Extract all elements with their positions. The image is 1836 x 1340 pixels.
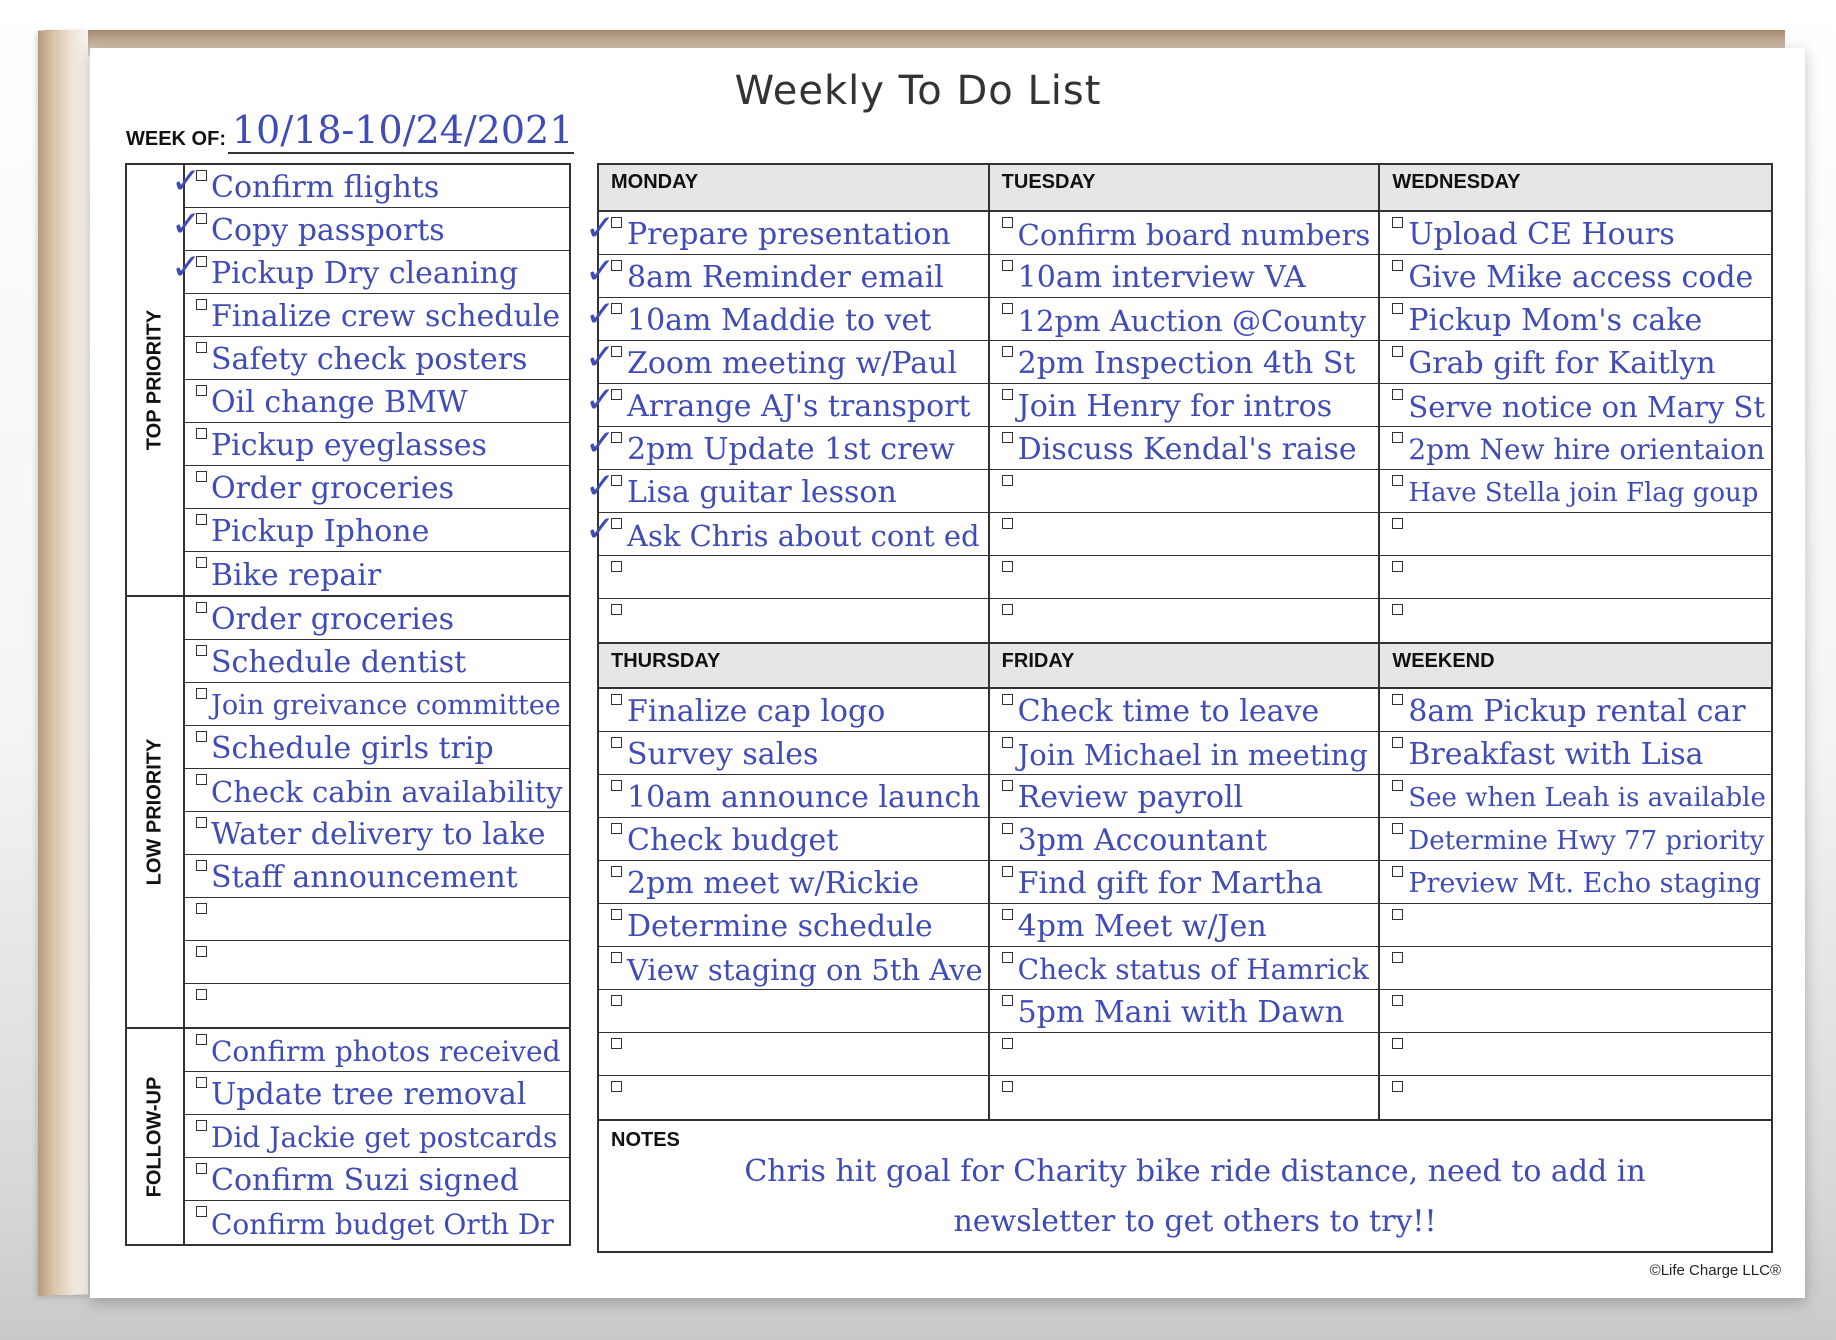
task-checkbox[interactable] [196, 1034, 207, 1045]
top-priority-task-row[interactable] [185, 294, 569, 337]
task-text[interactable]: Confirm board numbers [1017, 218, 1371, 252]
wednesday-task-row[interactable] [1380, 384, 1771, 427]
weekend-rows [1380, 689, 1771, 1119]
top-priority-task-row[interactable] [185, 509, 569, 552]
friday-task-row[interactable] [990, 732, 1379, 775]
checkmark-icon: ✓ [171, 203, 202, 244]
task-text[interactable]: Ask Chris about cont ed [627, 519, 980, 553]
task-text[interactable]: 5pm Mani with Dawn [1017, 995, 1345, 1030]
week-of-label: WEEK OF: [126, 128, 226, 150]
task-checkbox[interactable] [1392, 909, 1403, 920]
top-priority-task-row[interactable] [185, 423, 569, 466]
friday-task-row[interactable] [990, 775, 1379, 818]
wednesday-header: WEDNESDAY [1380, 165, 1771, 212]
task-text[interactable]: 10am announce launch [627, 780, 981, 815]
monday-rows [585, 207, 988, 642]
task-checkbox[interactable] [196, 817, 207, 828]
weekend-task-row[interactable] [1380, 947, 1771, 990]
thursday-header: THURSDAY [599, 642, 988, 689]
week-grid [585, 163, 1773, 1253]
notes-section [599, 1119, 1771, 1251]
top-priority-task-row[interactable] [185, 380, 569, 423]
friday-task-row[interactable] [990, 1033, 1379, 1076]
task-text[interactable]: Zoom meeting w/Paul [627, 346, 958, 381]
tuesday-task-row[interactable] [990, 513, 1379, 556]
task-text[interactable]: Check budget [627, 823, 839, 858]
task-text[interactable]: Pickup Dry cleaning [211, 256, 519, 291]
thursday-task-row[interactable] [599, 990, 988, 1033]
tuesday-task-row[interactable] [990, 212, 1379, 255]
task-checkbox[interactable] [196, 385, 207, 396]
friday-rows [990, 689, 1379, 1119]
task-checkbox[interactable] [196, 860, 207, 871]
task-checkbox[interactable] [1002, 260, 1013, 271]
thursday-task-row[interactable] [599, 1076, 988, 1119]
task-checkbox[interactable] [1392, 432, 1403, 443]
task-text[interactable]: Join Michael in meeting [1017, 738, 1368, 772]
task-text[interactable]: 4pm Meet w/Jen [1017, 909, 1267, 944]
follow-up-label: FOLLOW-UP [143, 1076, 166, 1197]
monday-task-row[interactable] [585, 250, 988, 298]
thursday-task-row[interactable] [599, 818, 988, 861]
task-text[interactable]: Confirm photos received [211, 1035, 561, 1068]
task-checkbox[interactable] [196, 602, 207, 613]
task-checkbox[interactable] [196, 1163, 207, 1174]
tuesday-task-row[interactable] [990, 255, 1379, 298]
task-text[interactable]: Lisa guitar lesson [627, 475, 897, 510]
monday-task-row[interactable] [585, 293, 988, 341]
task-checkbox[interactable] [1002, 303, 1013, 314]
notes-label: NOTES [611, 1129, 680, 1151]
task-text[interactable]: Give Mike access code [1408, 260, 1754, 295]
weekend-task-row[interactable] [1380, 861, 1771, 904]
task-text[interactable]: Pickup Iphone [211, 514, 430, 549]
task-text[interactable]: 2pm Inspection 4th St [1017, 346, 1356, 381]
monday-task-row[interactable] [585, 508, 988, 556]
task-checkbox[interactable] [611, 952, 622, 963]
follow-up-label-cell [127, 1029, 185, 1244]
weekend-task-row[interactable] [1380, 732, 1771, 775]
wednesday-task-row[interactable] [1380, 599, 1771, 642]
task-text[interactable]: Safety check posters [211, 342, 528, 377]
friday-task-row[interactable] [990, 947, 1379, 990]
task-checkbox[interactable] [1002, 604, 1013, 615]
low-priority-task-row[interactable] [185, 941, 569, 984]
task-checkbox[interactable] [196, 946, 207, 957]
task-checkbox[interactable] [1002, 561, 1013, 572]
wednesday-task-row[interactable] [1380, 556, 1771, 599]
task-text[interactable]: Order groceries [211, 471, 455, 506]
weekend-column [1380, 642, 1771, 1119]
task-checkbox[interactable] [611, 823, 622, 834]
task-checkbox[interactable] [1392, 823, 1403, 834]
task-text[interactable]: Finalize crew schedule [211, 299, 561, 334]
task-checkbox[interactable] [1002, 475, 1013, 486]
task-checkbox[interactable] [611, 604, 622, 615]
task-text[interactable]: Upload CE Hours [1408, 217, 1675, 252]
task-checkbox[interactable] [1002, 866, 1013, 877]
checkmark-icon: ✓ [585, 465, 616, 506]
task-text[interactable]: Arrange AJ's transport [627, 389, 971, 424]
copyright-text: ©Life Charge LLC® [1649, 1262, 1781, 1279]
task-text[interactable]: Schedule girls trip [211, 731, 494, 766]
task-text[interactable]: Water delivery to lake [211, 817, 546, 852]
task-text[interactable]: Prepare presentation [627, 217, 951, 252]
task-text[interactable]: 12pm Auction @County [1017, 304, 1367, 338]
weekend-header: WEEKEND [1380, 642, 1771, 689]
task-checkbox[interactable] [196, 1120, 207, 1131]
checkmark-icon: ✓ [585, 250, 616, 291]
task-text[interactable]: Grab gift for Kaitlyn [1408, 346, 1716, 381]
low-priority-task-row[interactable] [185, 898, 569, 941]
task-checkbox[interactable] [611, 866, 622, 877]
task-checkbox[interactable] [196, 688, 207, 699]
checkmark-icon: ✓ [171, 246, 202, 287]
friday-task-row[interactable] [990, 861, 1379, 904]
top-priority-task-row[interactable] [171, 160, 569, 208]
monday-task-row[interactable] [585, 207, 988, 255]
task-text[interactable]: Copy passports [211, 213, 445, 248]
task-text[interactable]: View staging on 5th Ave [627, 953, 983, 987]
task-checkbox[interactable] [1392, 389, 1403, 400]
page-title: Weekly To Do List [734, 68, 1102, 114]
task-checkbox[interactable] [1392, 866, 1403, 877]
task-checkbox[interactable] [611, 694, 622, 705]
task-checkbox[interactable] [1002, 823, 1013, 834]
low-priority-task-row[interactable] [185, 726, 569, 769]
friday-task-row[interactable] [990, 818, 1379, 861]
task-text[interactable]: Finalize cap logo [627, 694, 886, 729]
checkmark-icon: ✓ [585, 293, 616, 334]
checkmark-icon: ✓ [585, 508, 616, 549]
task-checkbox[interactable] [196, 1206, 207, 1217]
task-text[interactable]: Confirm budget Orth Dr [211, 1208, 554, 1241]
weekend-task-row[interactable] [1380, 689, 1771, 732]
task-checkbox[interactable] [1392, 475, 1403, 486]
top-priority-label: TOP PRIORITY [143, 309, 166, 451]
follow-up-task-row[interactable] [185, 1072, 569, 1115]
task-checkbox[interactable] [1392, 604, 1403, 615]
task-text[interactable]: Determine Hwy 77 priority [1408, 826, 1765, 856]
task-checkbox[interactable] [1002, 909, 1013, 920]
task-checkbox[interactable] [611, 737, 622, 748]
task-checkbox[interactable] [1392, 1038, 1403, 1049]
tuesday-header: TUESDAY [990, 165, 1379, 212]
checkmark-icon: ✓ [585, 379, 616, 420]
tuesday-task-row[interactable] [990, 470, 1379, 513]
task-checkbox[interactable] [196, 903, 207, 914]
task-checkbox[interactable] [1392, 780, 1403, 791]
task-text[interactable]: 2pm meet w/Rickie [627, 866, 920, 901]
task-text[interactable]: Check time to leave [1017, 694, 1320, 729]
task-checkbox[interactable] [1392, 1081, 1403, 1092]
task-text[interactable]: Find gift for Martha [1017, 866, 1323, 901]
task-text[interactable]: Determine schedule [627, 909, 933, 944]
top-priority-task-row[interactable] [185, 466, 569, 509]
task-checkbox[interactable] [1392, 217, 1403, 228]
task-text[interactable]: Oil change BMW [211, 385, 468, 420]
task-text[interactable]: Order groceries [211, 602, 455, 637]
task-checkbox[interactable] [1392, 260, 1403, 271]
task-checkbox[interactable] [1392, 303, 1403, 314]
follow-up-task-row[interactable] [185, 1029, 569, 1072]
checkmark-icon: ✓ [585, 422, 616, 463]
top-priority-task-row[interactable] [171, 203, 569, 251]
task-text[interactable]: Join Henry for intros [1017, 389, 1333, 424]
task-text[interactable]: Survey sales [627, 737, 819, 772]
low-priority-task-row[interactable] [185, 597, 569, 640]
task-checkbox[interactable] [196, 557, 207, 568]
thursday-rows [599, 689, 988, 1119]
weekend-task-row[interactable] [1380, 990, 1771, 1033]
task-checkbox[interactable] [611, 1038, 622, 1049]
tuesday-rows [990, 212, 1379, 642]
tuesday-task-row[interactable] [990, 556, 1379, 599]
week-of-value[interactable]: 10/18-10/24/2021 [228, 108, 574, 154]
friday-column [990, 642, 1381, 1119]
low-priority-rows [185, 597, 569, 1027]
thursday-column [599, 642, 990, 1119]
task-checkbox[interactable] [611, 1081, 622, 1092]
top-priority-task-row[interactable] [171, 246, 569, 294]
friday-task-row[interactable] [990, 990, 1379, 1033]
wednesday-rows [1380, 212, 1771, 642]
task-text[interactable]: Schedule dentist [211, 645, 467, 680]
task-checkbox[interactable] [1002, 694, 1013, 705]
wednesday-task-row[interactable] [1380, 255, 1771, 298]
monday-task-row[interactable] [599, 556, 988, 599]
follow-up-group [127, 1029, 569, 1244]
low-priority-task-row[interactable] [185, 984, 569, 1027]
task-checkbox[interactable] [1392, 346, 1403, 357]
follow-up-rows [185, 1029, 569, 1244]
task-text[interactable]: Pickup Mom's cake [1408, 303, 1703, 338]
task-checkbox[interactable] [196, 1077, 207, 1088]
top-priority-group [127, 160, 569, 597]
task-checkbox[interactable] [1392, 995, 1403, 1006]
task-checkbox[interactable] [1002, 737, 1013, 748]
task-text[interactable]: 8am Reminder email [627, 260, 944, 295]
top-priority-task-row[interactable] [185, 552, 569, 595]
task-checkbox[interactable] [1002, 952, 1013, 963]
task-checkbox[interactable] [1392, 737, 1403, 748]
task-checkbox[interactable] [1002, 389, 1013, 400]
task-checkbox[interactable] [1002, 432, 1013, 443]
task-text[interactable]: Confirm Suzi signed [211, 1163, 519, 1198]
thursday-task-row[interactable] [599, 1033, 988, 1076]
monday-task-row[interactable] [585, 336, 988, 384]
wednesday-task-row[interactable] [1380, 212, 1771, 255]
task-checkbox[interactable] [196, 731, 207, 742]
weekend-task-row[interactable] [1380, 904, 1771, 947]
notes-text[interactable]: Chris hit goal for Charity bike ride distance, need to add in newsletter to get others to try!! [744, 1154, 1646, 1239]
task-checkbox[interactable] [611, 780, 622, 791]
weekend-task-row[interactable] [1380, 1033, 1771, 1076]
wednesday-task-row[interactable] [1380, 513, 1771, 556]
weekend-task-row[interactable] [1380, 1076, 1771, 1119]
task-text[interactable]: 2pm New hire orientaion [1408, 433, 1765, 466]
task-checkbox[interactable] [1392, 561, 1403, 572]
task-text[interactable]: Update tree removal [211, 1077, 527, 1112]
task-checkbox[interactable] [1002, 346, 1013, 357]
top-priority-task-row[interactable] [185, 337, 569, 380]
task-checkbox[interactable] [196, 989, 207, 1000]
task-text[interactable]: Bike repair [211, 558, 382, 593]
low-priority-task-row[interactable] [185, 812, 569, 855]
task-text[interactable]: Discuss Kendal's raise [1017, 432, 1357, 467]
task-text[interactable]: Pickup eyeglasses [211, 428, 487, 463]
task-text[interactable]: Preview Mt. Echo staging [1408, 868, 1762, 899]
task-checkbox[interactable] [1002, 518, 1013, 529]
task-text[interactable]: Staff announcement [211, 860, 518, 895]
low-priority-task-row[interactable] [185, 640, 569, 683]
friday-task-row[interactable] [990, 904, 1379, 947]
tuesday-task-row[interactable] [990, 384, 1379, 427]
monday-task-row[interactable] [599, 599, 988, 642]
monday-task-row[interactable] [585, 379, 988, 427]
tuesday-task-row[interactable] [990, 599, 1379, 642]
thursday-task-row[interactable] [599, 861, 988, 904]
priority-column [125, 160, 571, 1246]
monday-task-row[interactable] [585, 465, 988, 513]
task-checkbox[interactable] [1002, 995, 1013, 1006]
task-text[interactable]: Confirm flights [211, 170, 440, 205]
task-text[interactable]: Serve notice on Mary St [1408, 390, 1766, 424]
task-checkbox[interactable] [196, 342, 207, 353]
thursday-task-row[interactable] [599, 904, 988, 947]
task-text[interactable]: Have Stella join Flag goup [1408, 478, 1759, 508]
wednesday-task-row[interactable] [1380, 298, 1771, 341]
thursday-task-row[interactable] [599, 947, 988, 990]
task-text[interactable]: Join greivance committee [211, 690, 561, 721]
low-priority-task-row[interactable] [185, 769, 569, 812]
task-checkbox[interactable] [1002, 1038, 1013, 1049]
task-checkbox[interactable] [1002, 217, 1013, 228]
weekday-row-top [585, 165, 1771, 642]
task-text[interactable]: Did Jackie get postcards [211, 1121, 558, 1154]
tuesday-task-row[interactable] [990, 427, 1379, 470]
task-checkbox[interactable] [1002, 780, 1013, 791]
wednesday-task-row[interactable] [1380, 341, 1771, 384]
thursday-task-row[interactable] [599, 732, 988, 775]
task-checkbox[interactable] [196, 299, 207, 310]
low-priority-task-row[interactable] [185, 683, 569, 726]
tuesday-column [990, 165, 1381, 642]
task-text[interactable]: Check cabin availability [211, 775, 563, 809]
monday-header: MONDAY [599, 165, 988, 212]
task-text[interactable]: 8am Pickup rental car [1408, 694, 1746, 729]
low-priority-label: LOW PRIORITY [143, 738, 166, 886]
task-checkbox[interactable] [196, 514, 207, 525]
monday-task-row[interactable] [585, 422, 988, 470]
task-checkbox[interactable] [1392, 694, 1403, 705]
task-checkbox[interactable] [196, 428, 207, 439]
friday-task-row[interactable] [990, 1076, 1379, 1119]
task-checkbox[interactable] [1002, 1081, 1013, 1092]
task-text[interactable]: 2pm Update 1st crew [627, 432, 955, 467]
task-checkbox[interactable] [196, 774, 207, 785]
low-priority-task-row[interactable] [185, 855, 569, 898]
tuesday-task-row[interactable] [990, 341, 1379, 384]
weekend-task-row[interactable] [1380, 775, 1771, 818]
checkmark-icon: ✓ [171, 160, 202, 201]
thursday-task-row[interactable] [599, 689, 988, 732]
low-priority-group [127, 597, 569, 1029]
low-priority-label-cell [127, 597, 185, 1027]
friday-task-row[interactable] [990, 689, 1379, 732]
checkmark-icon: ✓ [585, 207, 616, 248]
wednesday-column [1380, 165, 1771, 642]
task-text[interactable]: 10am interview VA [1017, 260, 1306, 295]
task-checkbox[interactable] [611, 909, 622, 920]
follow-up-task-row[interactable] [185, 1201, 569, 1244]
task-checkbox[interactable] [196, 645, 207, 656]
task-text[interactable]: Review payroll [1017, 780, 1244, 815]
wednesday-task-row[interactable] [1380, 470, 1771, 513]
follow-up-task-row[interactable] [185, 1158, 569, 1201]
notepad-side-edge [38, 29, 88, 1295]
top-priority-rows [171, 160, 569, 595]
task-text[interactable]: See when Leah is available [1408, 783, 1766, 813]
weekday-row-bottom [599, 642, 1771, 1119]
task-text[interactable]: 10am Maddie to vet [627, 303, 932, 338]
task-checkbox[interactable] [611, 561, 622, 572]
task-text[interactable]: Check status of Hamrick [1017, 953, 1369, 986]
follow-up-task-row[interactable] [185, 1115, 569, 1158]
task-checkbox[interactable] [1392, 518, 1403, 529]
task-text[interactable]: Breakfast with Lisa [1408, 737, 1704, 772]
thursday-task-row[interactable] [599, 775, 988, 818]
monday-column [585, 165, 990, 642]
wednesday-task-row[interactable] [1380, 427, 1771, 470]
weekend-task-row[interactable] [1380, 818, 1771, 861]
checkmark-icon: ✓ [585, 336, 616, 377]
task-checkbox[interactable] [1392, 952, 1403, 963]
task-checkbox[interactable] [196, 471, 207, 482]
task-checkbox[interactable] [611, 995, 622, 1006]
friday-header: FRIDAY [990, 642, 1379, 689]
tuesday-task-row[interactable] [990, 298, 1379, 341]
task-text[interactable]: 3pm Accountant [1017, 823, 1268, 858]
